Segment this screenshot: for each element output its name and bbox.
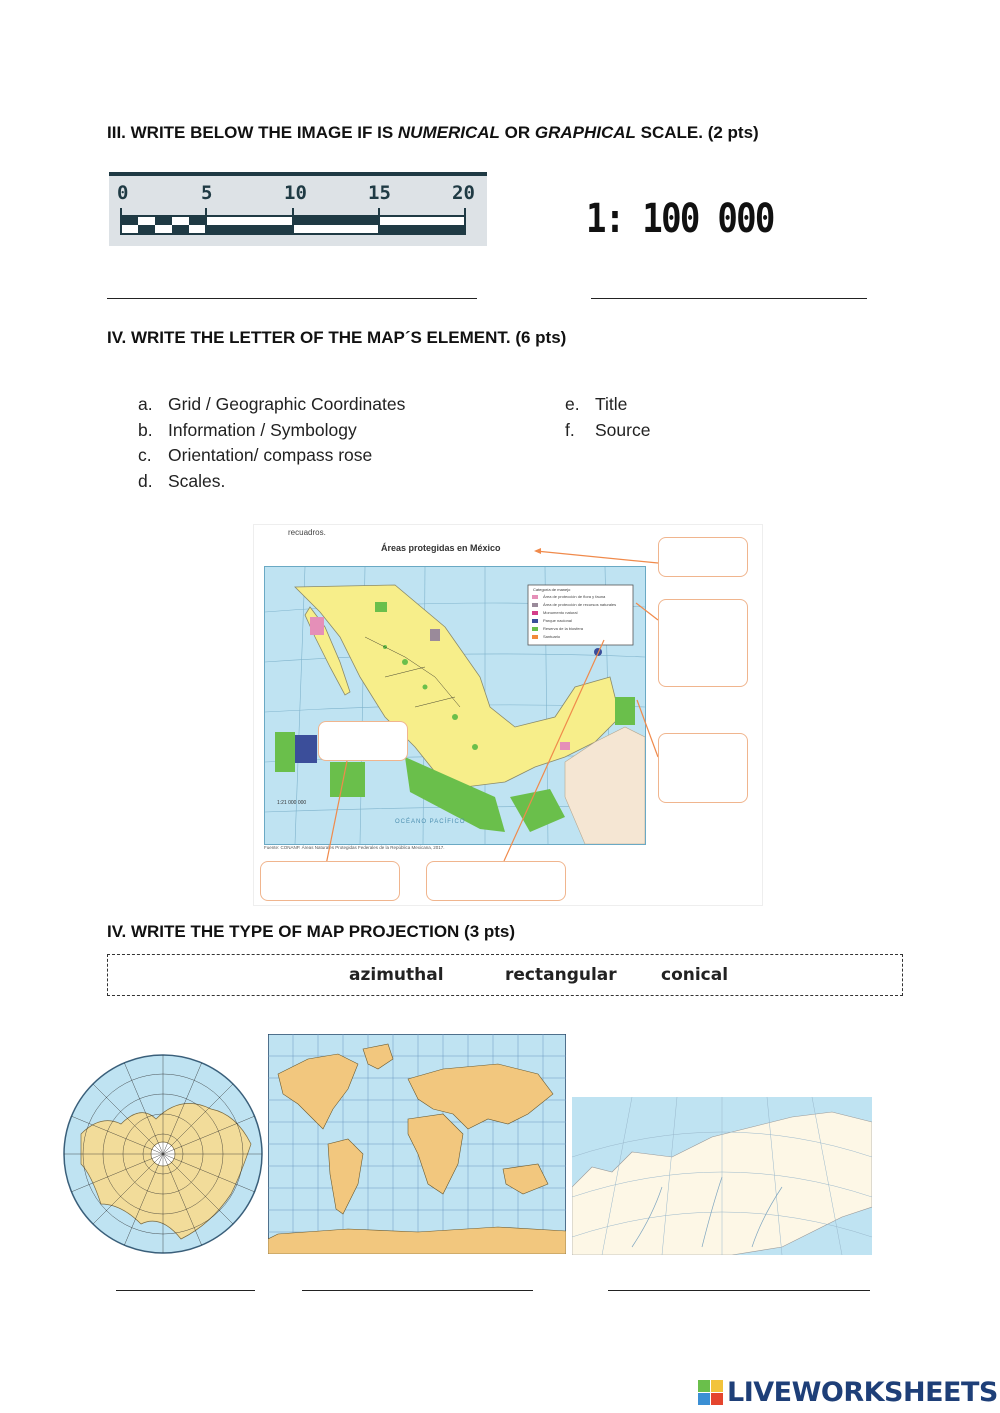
section-4-heading: IV. WRITE THE LETTER OF THE MAP´S ELEMENT. (6 pts) <box>107 328 567 347</box>
graphic-scale-image <box>109 172 487 246</box>
legend-item: Santuario <box>543 634 561 639</box>
list-item <box>565 418 650 444</box>
map-legend <box>543 593 616 641</box>
ocean-label: OCÉANO PACÍFICO <box>395 819 466 825</box>
list-letter: b. <box>138 419 153 440</box>
answer-line-rectangular[interactable] <box>302 1290 533 1291</box>
list-text: Information / Symbology <box>168 419 357 440</box>
list-text: Source <box>595 419 651 440</box>
mexico-map-figure <box>253 524 763 906</box>
answer-box-scale[interactable] <box>260 861 400 901</box>
element-list-left <box>138 392 405 494</box>
map-title: Áreas protegidas en México <box>381 543 501 553</box>
answer-box-title[interactable] <box>658 537 748 577</box>
list-text: Orientation/ compass rose <box>168 445 373 465</box>
section-3-heading <box>107 123 759 143</box>
logo-icon <box>698 1380 724 1406</box>
legend-item: Parque nacional <box>543 618 572 623</box>
scale-bar <box>109 176 487 242</box>
list-letter: e. <box>565 394 580 414</box>
answer-box-source[interactable] <box>426 861 566 901</box>
list-item <box>138 418 405 444</box>
legend-item: Área de protección de recursos naturales <box>543 602 617 607</box>
map-source: Fuente: CONANP. Áreas Naturales Protegidas Federales de la República Mexicana, 2017. <box>264 845 445 850</box>
map-frame <box>264 566 646 845</box>
list-text: Title <box>595 394 628 414</box>
answer-box-legend[interactable] <box>658 599 748 687</box>
logo-text: LIVEWORKSHEETS <box>727 1377 998 1408</box>
legend-item: Reserva de la biosfera <box>543 626 584 631</box>
rectangular-map-image <box>268 1034 566 1254</box>
map-scale: 1:21 000 000 <box>277 800 307 806</box>
conical-map-image <box>572 1097 872 1255</box>
heading-numerical: NUMERICAL <box>397 123 500 142</box>
section-5-heading: IV. WRITE THE TYPE OF MAP PROJECTION (3 pts) <box>107 922 516 941</box>
answer-line-conical[interactable] <box>608 1290 870 1291</box>
list-letter: a. <box>138 394 153 414</box>
heading-text: OR <box>499 123 535 142</box>
answer-box-grid[interactable] <box>658 733 748 803</box>
azimuthal-map-image <box>61 1054 267 1254</box>
list-item <box>138 443 405 469</box>
scale-tick-label: 15 <box>368 182 391 204</box>
answer-line-azimuthal[interactable] <box>116 1290 255 1291</box>
list-item <box>565 392 650 418</box>
answer-box-orientation[interactable] <box>318 721 408 761</box>
legend-item: Monumento natural <box>543 610 578 615</box>
list-letter: c. <box>138 445 152 465</box>
heading-text: SCALE. (2 pts) <box>635 123 759 142</box>
scale-tick-label: 5 <box>201 182 213 204</box>
list-item <box>138 392 405 418</box>
list-item <box>138 469 405 495</box>
answer-line-numerical[interactable] <box>591 298 867 299</box>
word-option[interactable]: rectangular <box>505 965 617 985</box>
heading-text: III. WRITE BELOW THE IMAGE IF IS <box>107 123 398 142</box>
scale-tick-label: 20 <box>452 182 475 204</box>
legend-title: Categoría de manejo <box>533 587 571 592</box>
list-letter: f. <box>565 419 575 440</box>
word-option[interactable]: azimuthal <box>349 965 444 985</box>
list-text: Scales. <box>168 470 226 491</box>
heading-graphical: GRAPHICAL <box>534 123 636 142</box>
scale-tick-label: 0 <box>117 182 129 204</box>
word-option[interactable]: conical <box>661 965 729 985</box>
liveworksheets-logo <box>698 1377 998 1408</box>
list-letter: d. <box>138 470 153 491</box>
numerical-scale: 1: 100 000 <box>586 196 774 242</box>
list-text: Grid / Geographic Coordinates <box>168 394 406 414</box>
answer-line-graphical[interactable] <box>107 298 477 299</box>
scale-tick-label: 10 <box>284 182 307 204</box>
word-bank <box>107 954 903 996</box>
legend-item: Área de protección de flora y fauna <box>543 594 606 599</box>
element-list-right <box>565 392 650 443</box>
map-caption: recuadros. <box>288 528 326 537</box>
